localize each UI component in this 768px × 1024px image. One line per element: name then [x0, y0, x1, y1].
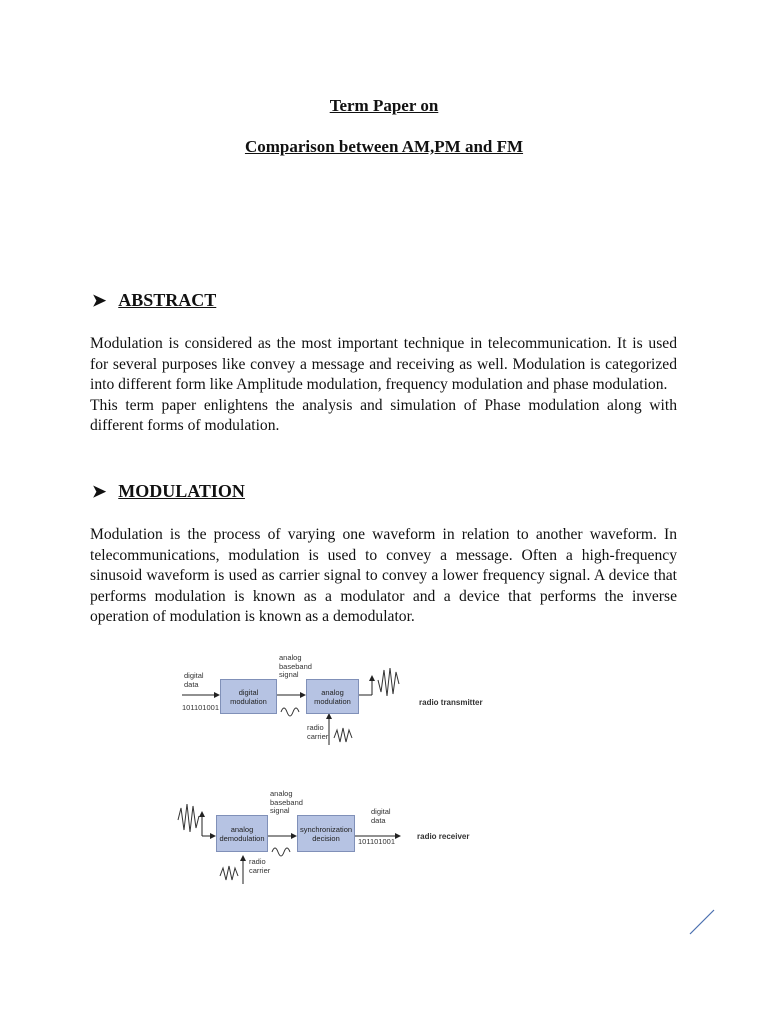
tx-input-label: digital data — [184, 671, 204, 689]
radio-transmitter-caption: radio transmitter — [419, 698, 483, 707]
rx-bits: 101101001 — [358, 837, 395, 846]
modulation-heading-text: MODULATION — [118, 481, 245, 501]
title-line-1: Term Paper on — [329, 96, 439, 115]
abstract-heading-text: ABSTRACT — [118, 290, 217, 310]
rx-carrier-label: radio carrier — [249, 857, 271, 875]
digital-modulation-block: digital modulation — [220, 679, 277, 714]
tx-bits: 101101001 — [182, 703, 219, 712]
arrow-bullet-icon: ➤ — [92, 481, 107, 501]
analog-demodulation-block: analog demodulation — [216, 815, 268, 852]
rx-output-label: digital data — [371, 807, 391, 825]
abstract-paragraph-1: Modulation is considered as the most important technique in telecommunication. It is used for several purposes like convey a message and receiving as well. Modulation is categorized into different form like Amplitude modulation, frequency modulation and phase modulation. — [90, 335, 677, 393]
rx-baseband-label: analog baseband signal — [270, 789, 303, 815]
tx-carrier-label: radio carrier — [307, 723, 329, 741]
radio-receiver-caption: radio receiver — [417, 832, 470, 841]
abstract-paragraph-2: This term paper enlightens the analysis and simulation of Phase modulation along with different forms of modulation. — [90, 396, 677, 434]
title-line-2: Comparison between AM,PM and FM — [244, 137, 524, 156]
analog-modulation-block: analog modulation — [306, 679, 359, 714]
modulation-paragraph-1: Modulation is the process of varying one waveform in relation to another waveform. In telecommunications, modulation is used to convey a message. Often a high-frequency sinusoid waveform is used as carrier signal to convey a lower frequency signal. A device that performs modulation is known as a modulator and a device that performs the inverse operation of modulation is known as a demodulator. — [90, 526, 677, 625]
tx-baseband-label: analog baseband signal — [279, 653, 312, 679]
arrow-bullet-icon: ➤ — [92, 290, 107, 310]
synchronization-decision-block: synchronization decision — [297, 815, 355, 852]
